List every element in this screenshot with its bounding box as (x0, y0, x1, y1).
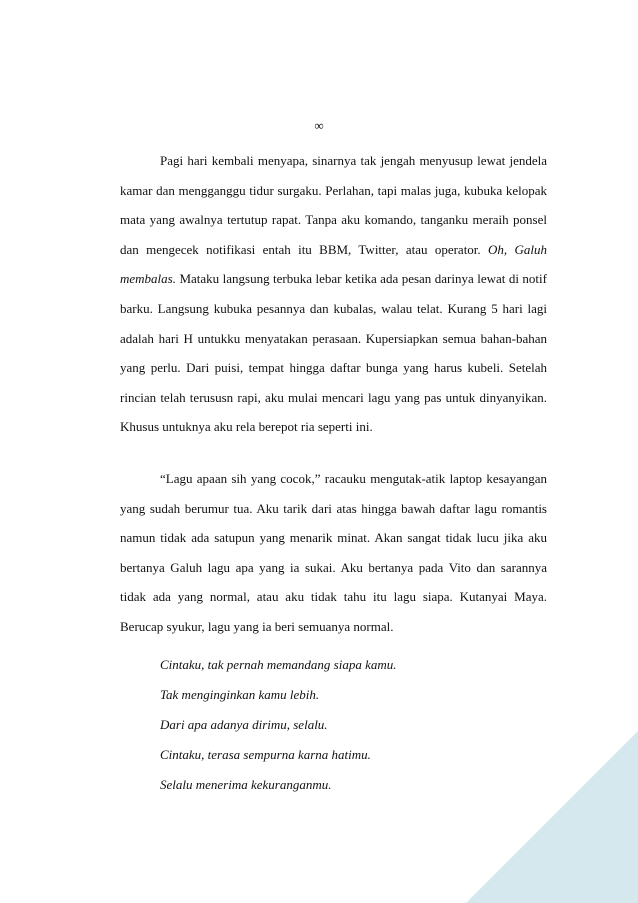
lyric-line: Tak menginginkan kamu lebih. (160, 687, 320, 702)
lyric-line: Cintaku, terasa sempurna karna hatimu. (160, 747, 371, 762)
paragraph-1-italic-phrase: Oh, Galuh membalas. (120, 241, 547, 287)
paragraph-2 (120, 464, 547, 642)
lyric-line: Cintaku, tak pernah memandang siapa kamu. (160, 657, 397, 672)
paragraph-1-text-b: Mataku langsung terbuka lebar ketika ada pesan darinya lewat di notif barku. Langsung kubuka pesannya dan kubalas, walau telat. Kurang 5 hari lagi adalah hari H untukku menyatakan perasaan. Kupersiapkan semua bahan-bahan yang perlu. Dari puisi, tempat hingga daftar bunga yang harus kubeli. Setelah rincian telah terususn rapi, aku mulai mencari lagu yang pas untuk dinyanyikan. Khusus untuknya aku rela berepot ria seperti ini. (120, 271, 547, 435)
lyric-line: Dari apa adanya dirimu, selalu. (160, 717, 328, 732)
section-divider-symbol: ∞ (314, 118, 324, 133)
paragraph-1-text-a: Pagi hari kembali menyapa, sinarnya tak jengah menyusup lewat jendela kamar dan mengganggu tidur surgaku. Perlahan, tapi malas juga, kubuka kelopak mata yang awalnya tertutup rapat. Tanpa aku komando, tanganku meraih ponsel dan mengecek notifikasi entah itu BBM, Twitter, atau operator. (120, 153, 547, 257)
paragraph-1 (120, 146, 547, 442)
paragraph-2-text: “Lagu apaan sih yang cocok,” racauku mengutak-atik laptop kesayangan yang sudah berumur tua. Aku tarik dari atas hingga bawah daftar lagu romantis namun tidak ada satupun yang menarik minat. Akan sangat tidak lucu jika aku bertanya Galuh lagu apa yang ia sukai. Aku bertanya pada Vito dan sarannya tidak ada yang normal, atau aku tidak tahu itu lagu siapa. Kutanyai Maya. Berucap syukur, lagu yang ia beri semuanya normal. (120, 471, 547, 634)
lyric-line: Selalu menerima kekuranganmu. (160, 777, 332, 792)
song-lyrics (160, 650, 560, 800)
